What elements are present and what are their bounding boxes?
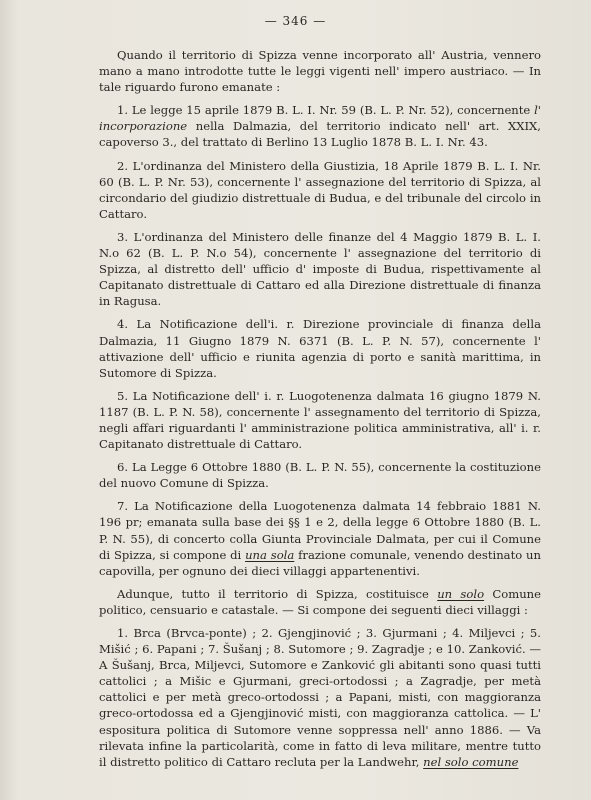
paragraph-6: 6. La Legge 6 Ottobre 1880 (B. L. P. N. 55), concernente la costituzione del nuovo Comune di Spizza.	[99, 460, 541, 491]
villages-italic: nel solo comune	[423, 754, 519, 769]
villages-text: 1. Brca (Brvca-ponte) ; 2. Gjengjinović ; 3. Gjurmani ; 4. Miljevci ; 5. Mišić ; 6. Papani ; 7. Šušanj ; 8. Sutomore ; 9. Zagradje ; e 10. Zanković. — A Šušanj, Brca, Miljevci, Sutomore e Zanković gli abitanti sono quasi tutti cattolici ; a Mišic e Gjurmani, greci-ortodossi ; a Zagradje, per metà cattolici e per metà greco-ortodossi ; a Papani, misti, con maggioranza greco-ortodossa ed a Gjengjinović misti, con maggioranza cattolica. — L' espositura politica di Sutomore venne soppressa nell' anno 1886. — Va rilevata infine la particolarità, come in fatto di leva militare, mentre tutto il distretto politico di Cattaro recluta per la Landwehr,	[99, 626, 541, 769]
paragraph-8-text-b: Comune politico, censuario e catastale. — Si compone dei seguenti dieci villaggi :	[99, 586, 541, 617]
paragraph-7	[99, 498, 541, 578]
paragraph-8-text-a: Adunque, tutto il territorio di Spizza, costituisce	[117, 586, 438, 601]
paragraph-intro: Quando il territorio di Spizza venne incorporato all' Austria, vennero mano a mano introdotte tutte le leggi vigenti nell' impero austriaco. — In tale riguardo furono emanate :	[99, 48, 541, 95]
paragraph-8	[99, 586, 541, 618]
paragraph-2: 2. L'ordinanza del Ministero della Giustizia, 18 Aprile 1879 B. L. I. Nr. 60 (B. L. P. Nr. 53), concernente l' assegnazione del territorio di Spizza, al circondario del giudizio distrettuale di Budua, e del tribunale del circolo in Cattaro.	[99, 158, 541, 221]
paragraph-3: 3. L'ordinanza del Ministero delle finanze del 4 Maggio 1879 B. L. I. N.o 62 (B. L. P. N.o 54), concernente l' assegnazione del territorio di Spizza, al distretto dell' ufficio d' imposte di Budua, rispettivamente al Capitanato distrettuale di Cattaro ed alla Direzione distrettuale di finanza in Ragusa.	[99, 229, 541, 309]
paragraph-1-italic: l' incorporazione	[99, 103, 541, 134]
paragraph-7-text-a: 7. La Notificazione della Luogotenenza dalmata 14 febbraio 1881 N. 196 pr; emanata sulla base dei §§ 1 e 2, della legge 6 Ottobre 1880 (B. L. P. N. 55), di concerto colla Giunta Provinciale Dalmata, per cui il Comune di Spizza, si compone di	[99, 499, 541, 562]
paragraph-7-italic: una sola	[245, 547, 295, 562]
paragraph-4: 4. La Notificazione dell'i. r. Direzione provinciale di finanza della Dalmazia, 11 Giugno 1879 N. 6371 (B. L. P. N. 57), concernente l' attivazione dell' ufficio e riunita agenzia di porto e sanità marittima, in Sutomore di Spizza.	[99, 317, 541, 380]
paragraph-7-text-b: frazione comunale, venendo destinato un capovilla, per ognuno dei dieci villaggi appartenentivi.	[99, 547, 541, 578]
paragraph-villages	[99, 625, 541, 770]
paragraph-1-text-b: nella Dalmazia, del territorio indicato nell' art. XXIX, capoverso 3., del trattato di Berlino 13 Luglio 1878 B. L. I. Nr. 43.	[99, 119, 541, 150]
page-number: — 346 —	[264, 14, 327, 28]
paragraph-1-text-a: 1. Le legge 15 aprile 1879 B. L. I. Nr. 59 (B. L. P. Nr. 52), concernente	[117, 103, 535, 118]
paragraph-8-italic: un solo	[437, 586, 485, 601]
body-text	[99, 47, 541, 770]
paragraph-1	[99, 102, 541, 150]
paragraph-5: 5. La Notificazione dell' i. r. Luogotenenza dalmata 16 giugno 1879 N. 1187 (B. L. P. N. 58), concernente l' assegnamento del territorio di Spizza, negli affari riguardanti l' amministrazione politica amministrativa, all' i. r. Capitanato distrettuale di Cattaro.	[99, 388, 541, 452]
